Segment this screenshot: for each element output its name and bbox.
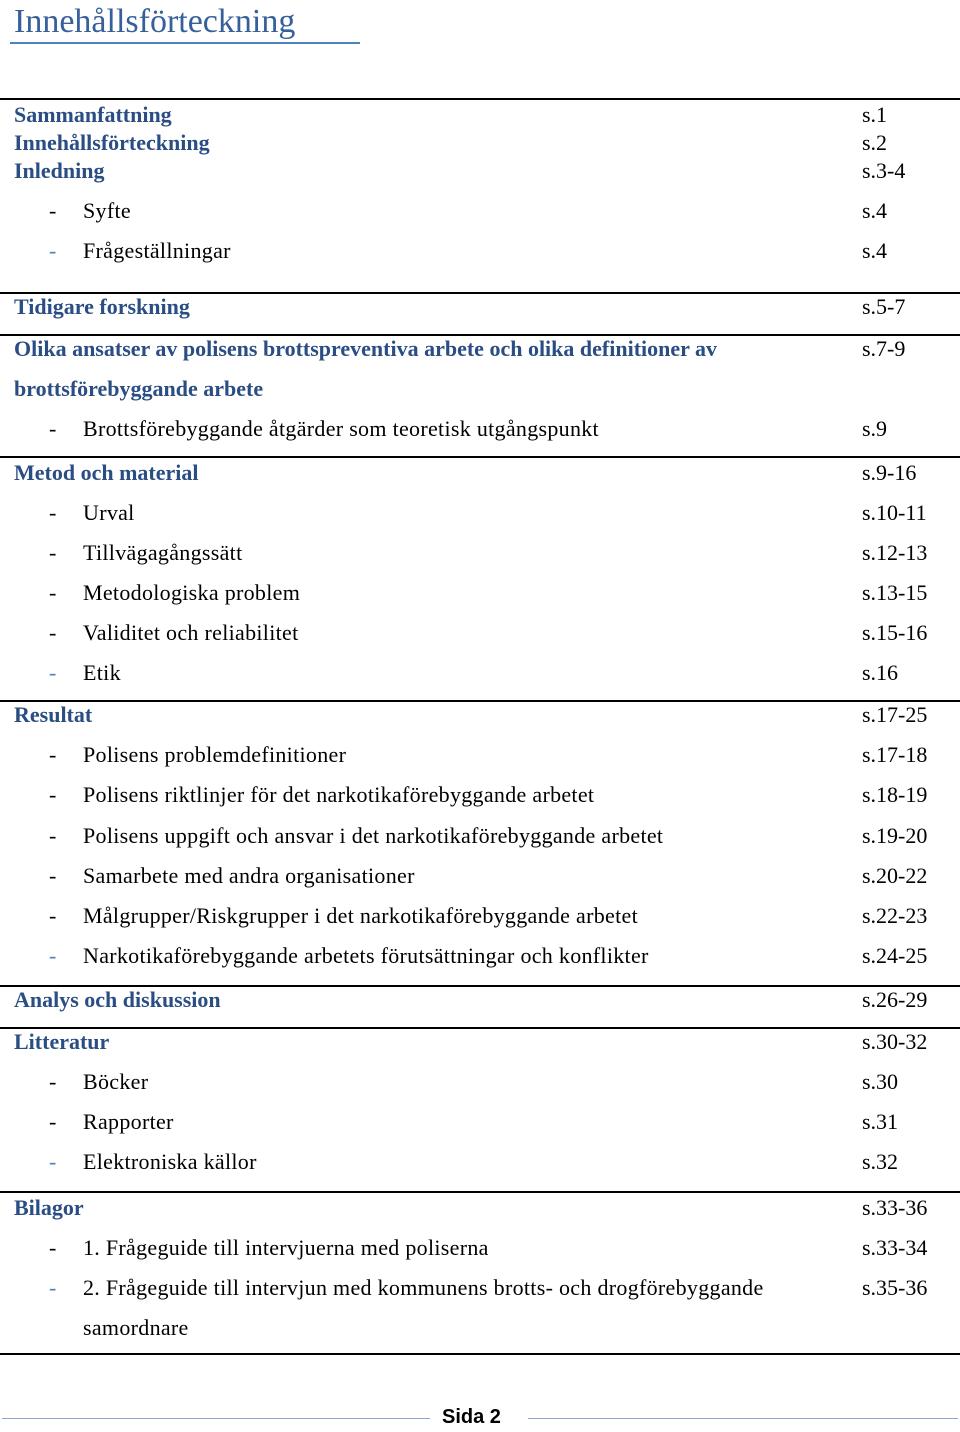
toc-subentry[interactable] [0, 580, 960, 608]
toc-section [0, 98, 960, 292]
list-dash: - [49, 1109, 57, 1134]
list-dash: - [49, 198, 57, 223]
list-dash: - [49, 416, 57, 441]
toc-subentry-label: Rapporter [83, 1109, 174, 1134]
toc-section [0, 334, 960, 456]
toc-subentry-label-continued: samordnare [83, 1315, 189, 1340]
list-dash: - [49, 620, 57, 645]
toc-subentry[interactable] [0, 1069, 960, 1097]
list-dash: - [49, 782, 57, 807]
list-dash: - [49, 742, 57, 767]
toc-entry-page: s.3-4 [862, 158, 906, 183]
toc-entry[interactable] [0, 158, 960, 186]
toc-entry[interactable] [0, 130, 960, 158]
toc-subentry-page: s.16 [862, 660, 899, 685]
toc-subentry[interactable] [0, 416, 960, 444]
toc-subentry-label: Urval [83, 500, 135, 525]
toc-subentry[interactable] [0, 660, 960, 688]
toc-subentry-page: s.30 [862, 1069, 899, 1094]
toc-subentry-page: s.17-18 [862, 742, 928, 767]
toc-subentry[interactable] [0, 1109, 960, 1137]
footer-rule-left [2, 1418, 430, 1419]
toc-entry-page: s.17-25 [862, 702, 928, 727]
toc-section [0, 292, 960, 334]
toc-entry-page: s.5-7 [862, 294, 906, 319]
list-dash: - [49, 580, 57, 605]
toc-subentry-label: Brottsförebyggande åtgärder som teoretisk utgångspunkt [83, 416, 599, 441]
toc-subentry-page: s.20-22 [862, 863, 928, 888]
toc-entry-label: Litteratur [14, 1029, 110, 1054]
toc-entry-label: Metod och material [14, 460, 199, 485]
toc-section [0, 1191, 960, 1355]
toc-subentry-label: 2. Frågeguide till intervjun med kommunens brotts- och drogförebyggande [83, 1275, 764, 1300]
toc-section [0, 1027, 960, 1191]
toc-entry-page: s.7-9 [862, 336, 906, 361]
toc-subentry-page: s.10-11 [862, 500, 927, 525]
list-dash: - [49, 540, 57, 565]
toc-section [0, 456, 960, 700]
toc-subentry-page: s.9 [862, 416, 888, 441]
toc-entry-page: s.1 [862, 102, 888, 127]
toc-subentry[interactable] [0, 198, 960, 226]
toc-subentry-label: Narkotikaförebyggande arbetets förutsättningar och konflikter [83, 943, 649, 968]
toc-entry-label: Inledning [14, 158, 105, 183]
toc-entry-page: s.26-29 [862, 987, 928, 1012]
list-dash: - [49, 500, 57, 525]
toc-entry-label: Innehållsförteckning [14, 130, 210, 155]
toc-subentry[interactable] [0, 540, 960, 568]
toc-subentry-label: Tillvägagångssätt [83, 540, 243, 565]
toc-entry-label: Tidigare forskning [14, 294, 190, 319]
toc-subentry[interactable] [0, 742, 960, 770]
toc-entry-label: Analys och diskussion [14, 987, 221, 1012]
title-underline [10, 42, 360, 44]
toc-entry-page: s.33-36 [862, 1195, 928, 1220]
list-dash: - [49, 823, 57, 848]
toc-subentry[interactable] [0, 782, 960, 810]
toc-subentry-page: s.33-34 [862, 1235, 928, 1260]
toc-subentry-label: Polisens uppgift och ansvar i det narkotikaförebyggande arbetet [83, 823, 664, 848]
toc-subentry-page: s.24-25 [862, 943, 928, 968]
list-dash: - [49, 238, 57, 263]
toc-subentry[interactable] [0, 823, 960, 851]
toc-subentry-label: Elektroniska källor [83, 1149, 257, 1174]
list-dash: - [49, 1149, 57, 1174]
toc-subentry-label: Böcker [83, 1069, 149, 1094]
toc-entry-label: Bilagor [14, 1195, 84, 1220]
list-dash: - [49, 1235, 57, 1260]
list-dash: - [49, 863, 57, 888]
toc-subentry-label: Samarbete med andra organisationer [83, 863, 415, 888]
toc-subentry[interactable] [0, 620, 960, 648]
toc-entry-label-continued: brottsförebyggande arbete [14, 376, 264, 401]
toc-entry-label: Sammanfattning [14, 102, 172, 127]
toc-subentry-page: s.15-16 [862, 620, 928, 645]
toc-section [0, 985, 960, 1027]
page-title: Innehållsförteckning [14, 3, 296, 40]
list-dash: - [49, 660, 57, 685]
toc-entry-page: s.30-32 [862, 1029, 928, 1054]
toc-subentry-label: Syfte [83, 198, 131, 223]
toc-table [0, 98, 960, 1355]
toc-entry[interactable] [0, 294, 960, 322]
toc-subentry-page: s.22-23 [862, 903, 928, 928]
toc-entry[interactable] [0, 460, 960, 488]
toc-subentry-page: s.4 [862, 198, 888, 223]
toc-entry[interactable] [0, 102, 960, 130]
toc-subentry[interactable] [0, 903, 960, 931]
toc-subentry-label: Metodologiska problem [83, 580, 301, 605]
toc-entry[interactable] [0, 336, 960, 404]
toc-subentry-page: s.13-15 [862, 580, 928, 605]
toc-subentry-page: s.12-13 [862, 540, 928, 565]
toc-entry[interactable] [0, 1029, 960, 1057]
toc-subentry-page: s.18-19 [862, 782, 928, 807]
toc-subentry[interactable] [0, 1149, 960, 1177]
toc-subentry[interactable] [0, 1275, 960, 1343]
list-dash: - [49, 903, 57, 928]
toc-subentry-label: Etik [83, 660, 121, 685]
page-number: Sida 2 [442, 1406, 501, 1428]
toc-subentry-label: Validitet och reliabilitet [83, 620, 299, 645]
footer-rule-right [528, 1418, 958, 1419]
toc-entry-page: s.9-16 [862, 460, 917, 485]
toc-subentry-page: s.35-36 [862, 1275, 928, 1300]
toc-entry[interactable] [0, 702, 960, 730]
toc-entry[interactable] [0, 987, 960, 1015]
toc-entry-label: Resultat [14, 702, 93, 727]
list-dash: - [49, 1275, 57, 1300]
toc-subentry-label: Polisens riktlinjer för det narkotikaförebyggande arbetet [83, 782, 595, 807]
toc-subentry[interactable] [0, 238, 960, 266]
toc-subentry-page: s.31 [862, 1109, 899, 1134]
toc-entry[interactable] [0, 1195, 960, 1223]
toc-section [0, 700, 960, 985]
list-dash: - [49, 943, 57, 968]
toc-subentry-page: s.4 [862, 238, 888, 263]
toc-subentry-label: Målgrupper/Riskgrupper i det narkotikaförebyggande arbetet [83, 903, 638, 928]
toc-entry-label: Olika ansatser av polisens brottspreventiva arbete och olika definitioner av [14, 336, 718, 361]
toc-subentry[interactable] [0, 863, 960, 891]
toc-subentry-label: 1. Frågeguide till intervjuerna med poliserna [83, 1235, 489, 1260]
list-dash: - [49, 1069, 57, 1094]
toc-subentry-label: Frågeställningar [83, 238, 231, 263]
toc-subentry-page: s.32 [862, 1149, 899, 1174]
toc-subentry[interactable] [0, 943, 960, 971]
toc-subentry-page: s.19-20 [862, 823, 928, 848]
toc-entry-page: s.2 [862, 130, 888, 155]
toc-subentry[interactable] [0, 1235, 960, 1263]
toc-subentry[interactable] [0, 500, 960, 528]
toc-subentry-label: Polisens problemdefinitioner [83, 742, 347, 767]
